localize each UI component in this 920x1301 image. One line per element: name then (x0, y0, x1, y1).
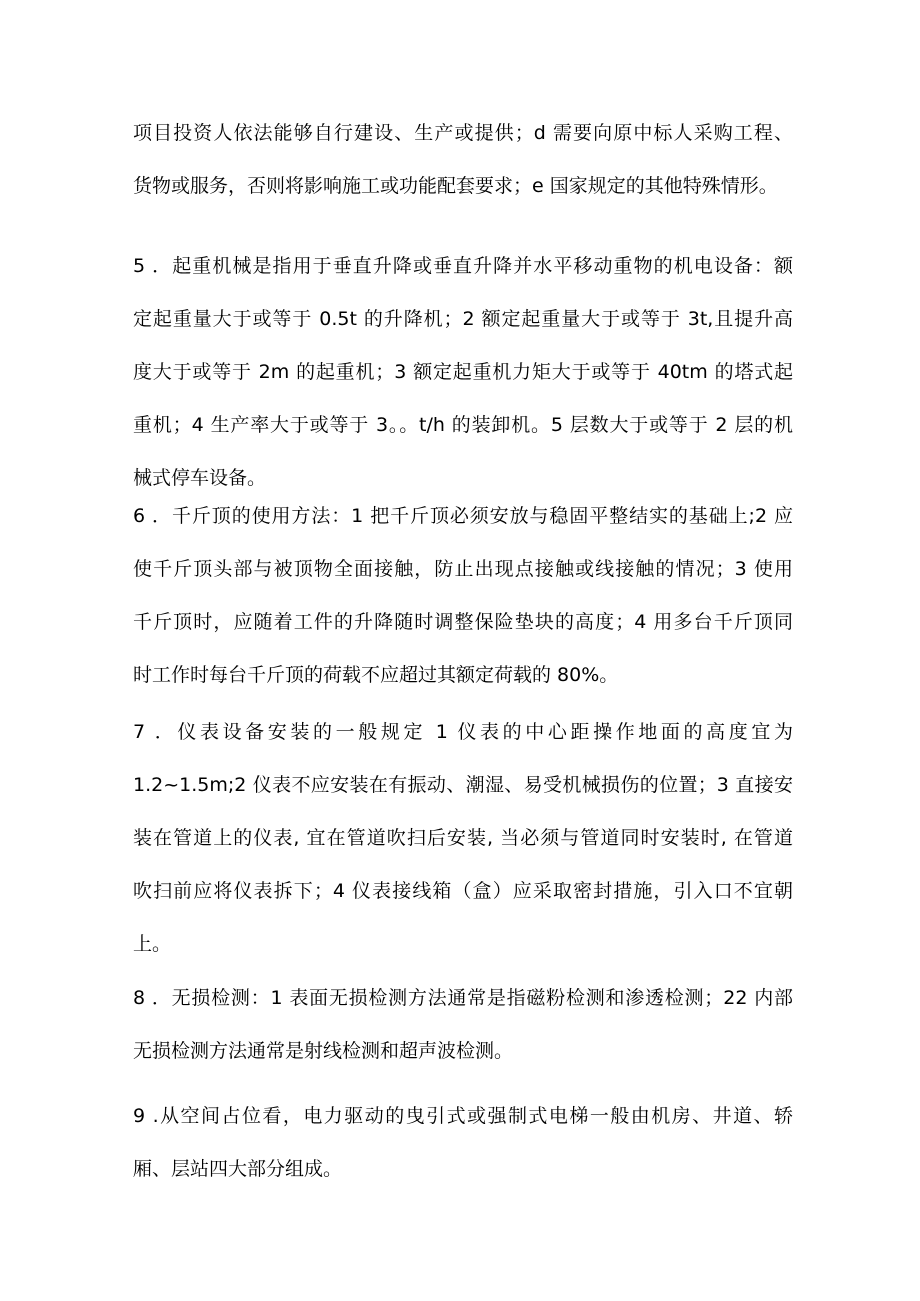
text-line: 厢、层站四大部分组成。 (133, 1158, 343, 1180)
text-line: 1.2~1.5m;2 仪表不应安装在有振动、潮湿、易受机械损伤的位置；3 直接安 (133, 774, 793, 796)
paragraph-item-7 (133, 706, 793, 971)
text-line: 6 ．千斤顶的使用方法：1 把千斤顶必须安放与稳固平整结实的基础上;2 应 (133, 505, 793, 527)
text-line: 项目投资人依法能够自行建设、生产或提供；d 需要向原中标人采购工程、 (133, 122, 793, 144)
text-line: 8 ．无损检测：1 表面无损检测方法通常是指磁粉检测和渗透检测；22 内部 (133, 987, 793, 1009)
paragraph-item-5 (133, 240, 793, 505)
text-line: 重机；4 生产率大于或等于 3。。t/h 的装卸机。5 层数大于或等于 2 层的机 (133, 414, 793, 436)
text-line: 使千斤顶头部与被顶物全面接触，防止出现点接触或线接触的情况；3 使用 (133, 558, 793, 580)
text-line: 无损检测方法通常是射线检测和超声波检测。 (133, 1040, 514, 1062)
text-line: 7 ．仪表设备安装的一般规定 1 仪表的中心距操作地面的高度宜为 (133, 721, 793, 743)
paragraph-item-8 (133, 972, 793, 1078)
text-line: 上。 (133, 933, 172, 955)
text-line: 千斤顶时，应随着工件的升降随时调整保险垫块的高度；4 用多台千斤顶同 (133, 611, 793, 633)
paragraph-continuation (133, 107, 793, 213)
text-line: 械式停车设备。 (133, 467, 267, 489)
text-line: 货物或服务，否则将影响施工或功能配套要求；e 国家规定的其他特殊情形。 (133, 175, 778, 197)
paragraph-item-9 (133, 1090, 793, 1196)
text-line: 9 .从空间占位看，电力驱动的曳引式或强制式电梯一般由机房、井道、轿 (133, 1105, 793, 1127)
text-line: 装在管道上的仪表, 宜在管道吹扫后安装, 当必须与管道同时安装时, 在管道 (133, 827, 793, 849)
text-line: 度大于或等于 2m 的起重机；3 额定起重机力矩大于或等于 40tm 的塔式起 (133, 361, 793, 383)
text-line: 5 ．起重机械是指用于垂直升降或垂直升降并水平移动重物的机电设备：额 (133, 255, 793, 277)
paragraph-item-6 (133, 490, 793, 702)
text-line: 吹扫前应将仪表拆下；4 仪表接线箱（盒）应采取密封措施，引入口不宜朝 (133, 880, 793, 902)
text-line: 时工作时每台千斤顶的荷载不应超过其额定荷载的 80%。 (133, 664, 619, 686)
text-line: 定起重量大于或等于 0.5t 的升降机；2 额定起重量大于或等于 3t,且提升高 (133, 308, 793, 330)
